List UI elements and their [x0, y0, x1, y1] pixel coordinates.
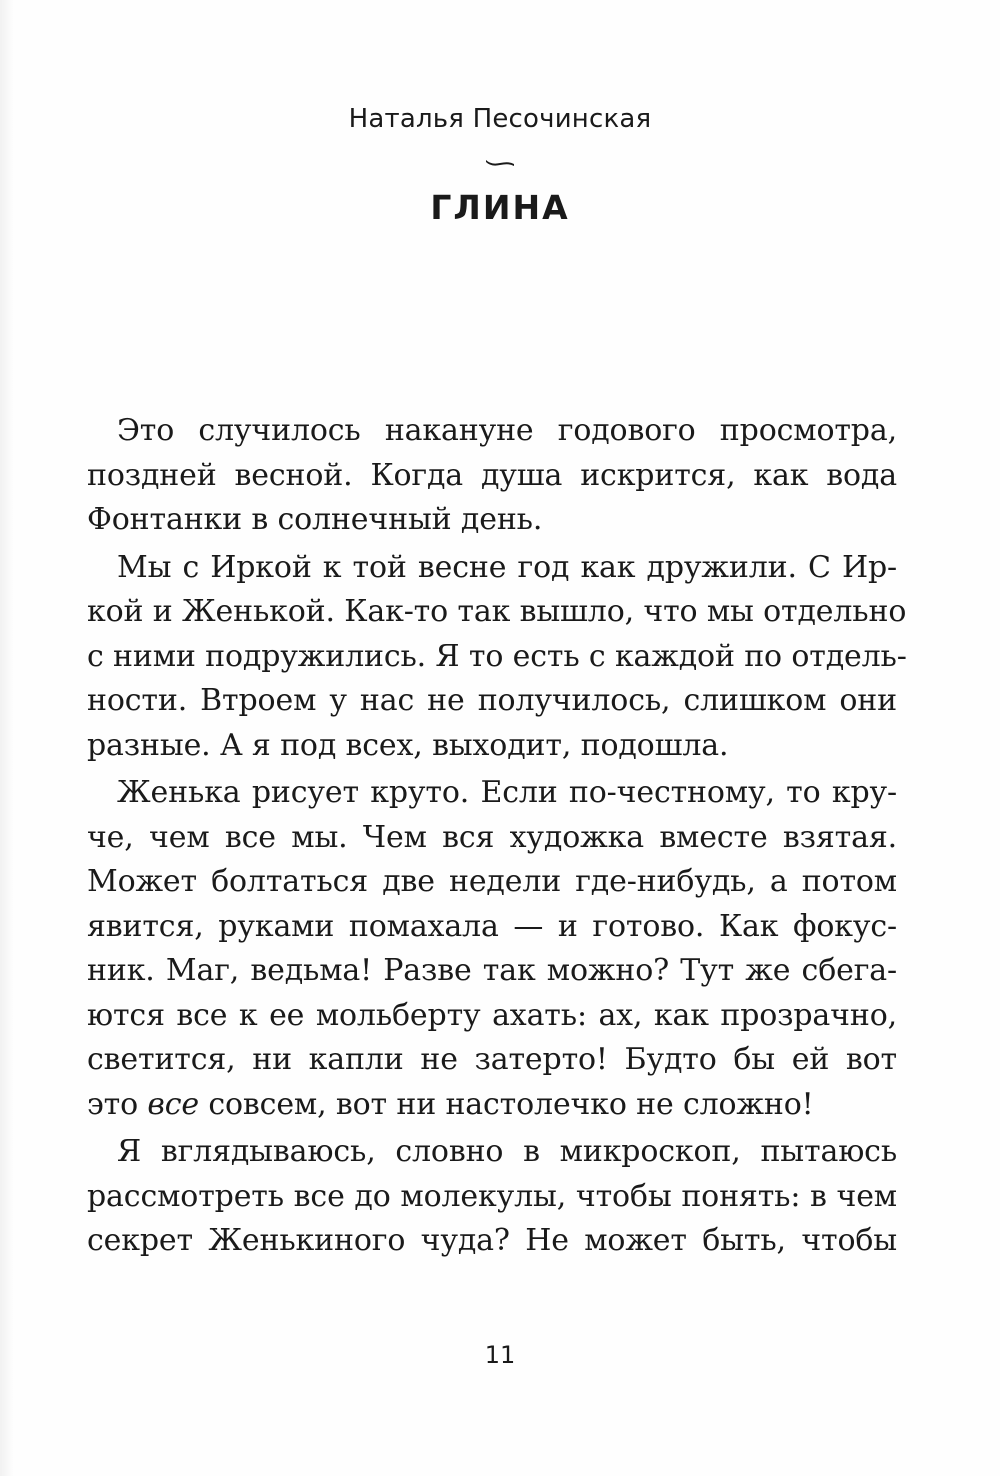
text-line: ник. Маг, ведьма! Разве так можно? Тут же сбега- — [87, 953, 897, 988]
text-line: светится, ни капли не затерто! Будто бы ей вот — [87, 1042, 897, 1077]
text-line: Мы с Иркой к той весне год как дружили. С Ир- — [117, 549, 897, 585]
text-fragment: это — [87, 1086, 148, 1122]
text-line: с ними подружились. Я то есть с каждой по отдель- — [87, 638, 907, 674]
text-line: Я вглядываюсь, словно в микроскоп, пытаюсь — [117, 1134, 897, 1169]
text-line: ности. Втроем у нас не получилось, слишком они — [87, 683, 897, 718]
text-fragment: совсем, вот ни настолечко не сложно! — [198, 1086, 814, 1122]
text-line: Может болтаться две недели где-нибудь, а потом — [87, 864, 897, 899]
text-line: че, чем все мы. Чем вся художка вместе взятая. — [87, 819, 897, 855]
chapter-title: ГЛИНА — [430, 188, 570, 227]
page-number: 11 — [484, 1341, 516, 1369]
text-line: Фонтанки в солнечный день. — [87, 502, 543, 537]
paragraph — [87, 546, 907, 769]
italic-emphasis: все — [147, 1086, 199, 1122]
text-line: кой и Женькой. Как-то так вышло, что мы отдельно — [87, 594, 907, 629]
text-line: разные. А я под всех, выходит, подошла. — [87, 727, 729, 763]
tilde-ornament-icon — [485, 158, 515, 166]
paragraph — [87, 409, 897, 543]
paragraph — [87, 771, 897, 1127]
text-line — [87, 1083, 897, 1128]
text-line: явится, руками помахала — и готово. Как фокус- — [87, 908, 897, 944]
text-line: Женька рисует круто. Если по-честному, то кру- — [117, 775, 897, 810]
paragraph — [87, 1130, 897, 1264]
text-line: ются все к ее мольберту ахать: ах, как прозрачно, — [87, 997, 897, 1033]
text-line: рассмотреть все до молекулы, чтобы понять: в чем — [87, 1178, 897, 1214]
text-line: Это случилось накануне годового просмотра, — [117, 413, 897, 448]
text-line: поздней весной. Когда душа искрится, как вода — [87, 457, 897, 493]
body-text — [87, 409, 907, 1267]
text-line: секрет Женькиного чуда? Не может быть, чтобы — [87, 1223, 897, 1258]
author-name: Наталья Песочинская — [348, 104, 652, 134]
